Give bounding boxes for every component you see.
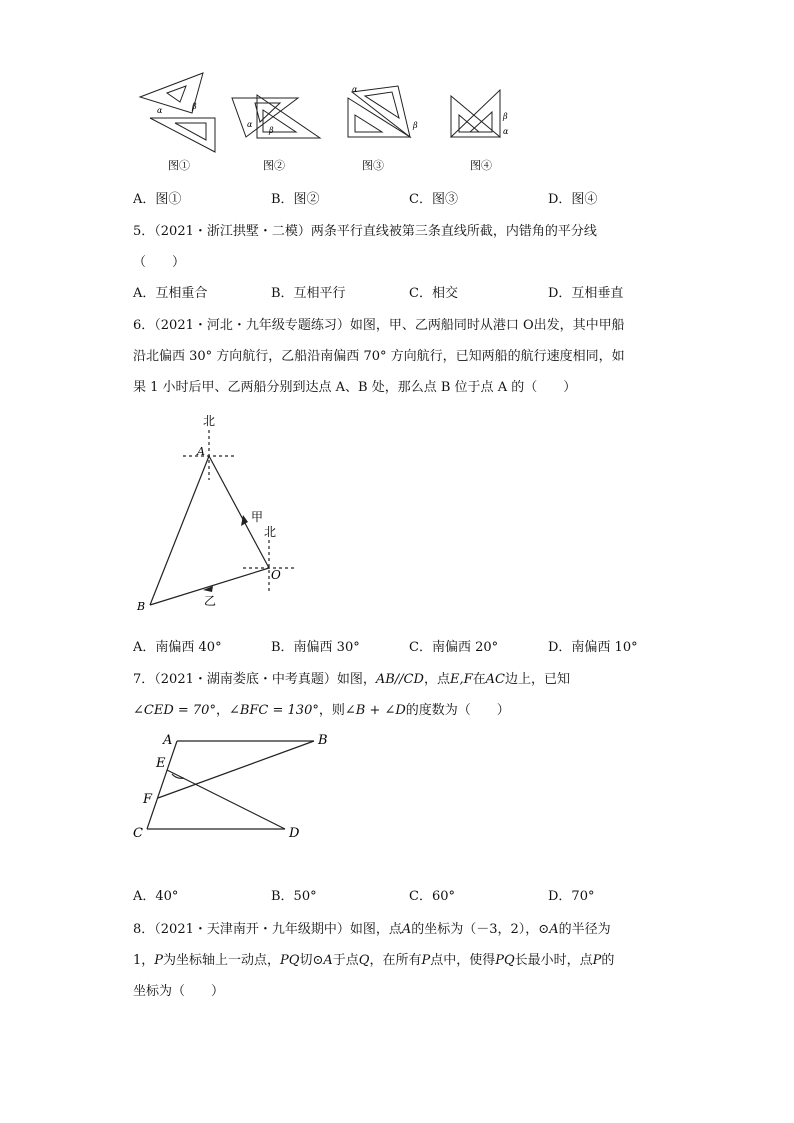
q8-l2-b: P bbox=[154, 953, 164, 968]
q7-l2-c: ∠BFC = 130° bbox=[228, 703, 319, 718]
q8-l2-d: PQ bbox=[280, 953, 300, 968]
q6-label-jia: 甲 bbox=[251, 510, 264, 524]
q8-l2-e: 切⊙ bbox=[299, 953, 324, 968]
q6-option-c[interactable]: C．南偏西 20° bbox=[409, 640, 499, 655]
q7-point-f: F bbox=[143, 792, 153, 807]
q7-option-c[interactable]: C．60° bbox=[409, 889, 455, 904]
q8-stem-line3: 坐标为（ ） bbox=[133, 984, 225, 999]
q8-stem-line1 bbox=[133, 922, 611, 938]
q8-l1-a: 8．（2021・天津南开・九年级期中）如图，点 bbox=[133, 922, 402, 937]
q8-l2-l: PQ bbox=[495, 953, 515, 968]
q6-stem-line2: 沿北偏西 30° 方向航行，乙船沿南偏西 70° 方向航行，已知两船的航行速度相同，如 bbox=[133, 349, 625, 364]
q7-l1-e: 在 bbox=[472, 672, 486, 687]
q7-point-d: D bbox=[289, 826, 300, 841]
q7-l2-e: ∠B + ∠D bbox=[344, 703, 406, 718]
q7-point-a: A bbox=[163, 733, 173, 748]
q7-l2-f: 的度数为（ ） bbox=[405, 703, 510, 718]
q4-fig1-beta: β bbox=[192, 102, 197, 111]
q4-fig2-caption: 图② bbox=[263, 159, 285, 172]
q7-l1-a: 7．（2021・湖南娄底・中考真题）如图， bbox=[133, 672, 376, 687]
q7-l1-f: AC bbox=[485, 672, 505, 687]
q7-l1-c: ，点 bbox=[423, 672, 450, 687]
q8-l2-a: 1， bbox=[133, 953, 155, 968]
q7-figure bbox=[0, 725, 794, 845]
q6-label-yi: 乙 bbox=[204, 594, 217, 608]
q7-l2-a: ∠CED = 70° bbox=[133, 703, 216, 718]
q7-stem-line1 bbox=[133, 672, 570, 688]
q5-option-a[interactable]: A．互相重合 bbox=[133, 286, 208, 301]
q6-north-top: 北 bbox=[203, 414, 216, 428]
q8-l2-c: 为坐标轴上一动点， bbox=[163, 953, 281, 968]
q8-l1-c: 的坐标为（－3，2），⊙ bbox=[411, 922, 550, 937]
q7-option-b[interactable]: B．50° bbox=[271, 889, 317, 904]
q7-point-b: B bbox=[318, 733, 328, 748]
q4-fig4-caption: 图④ bbox=[470, 159, 492, 172]
q7-l2-d: ，则 bbox=[318, 703, 345, 718]
q4-fig3-caption: 图③ bbox=[362, 159, 384, 172]
q8-l2-h: Q bbox=[358, 953, 370, 968]
q8-l2-j: P bbox=[421, 953, 431, 968]
q8-l2-m: 长最小时，点 bbox=[514, 953, 593, 968]
q4-option-b[interactable]: B．图② bbox=[271, 192, 320, 207]
q8-l2-n: P bbox=[592, 953, 602, 968]
q6-stem-line3: 果 1 小时后甲、乙两船分别到达点 A、B 处，那么点 B 位于点 A 的（ ） bbox=[133, 380, 577, 395]
q6-point-a: A bbox=[197, 445, 205, 458]
q4-figures bbox=[0, 60, 794, 240]
q4-option-d[interactable]: D．图④ bbox=[548, 192, 598, 207]
q7-stem-line2 bbox=[133, 703, 510, 719]
q8-l2-i: ，在所有 bbox=[369, 953, 422, 968]
q7-option-a[interactable]: A．40° bbox=[133, 889, 179, 904]
q5-stem-line2: （ ） bbox=[133, 255, 186, 270]
q8-l2-o: 的 bbox=[601, 953, 615, 968]
q6-stem-line1: 6．（2021・河北・九年级专题练习）如图，甲、乙两船同时从港口 O出发，其中甲船 bbox=[133, 318, 625, 333]
q4-fig1-alpha: α bbox=[157, 106, 163, 115]
q4-option-c[interactable]: C．图③ bbox=[409, 192, 458, 207]
q7-l1-b: AB//CD bbox=[375, 672, 424, 687]
q8-stem-line2 bbox=[133, 953, 614, 969]
q6-option-d[interactable]: D．南偏西 10° bbox=[548, 640, 638, 655]
q4-option-a[interactable]: A．图① bbox=[133, 192, 182, 207]
q4-figure-2 bbox=[232, 95, 320, 138]
q5-option-b[interactable]: B．互相平行 bbox=[271, 286, 346, 301]
q6-north-o: 北 bbox=[264, 525, 277, 539]
q6-option-a[interactable]: A．南偏西 40° bbox=[133, 640, 222, 655]
q7-l2-b: ， bbox=[215, 703, 229, 718]
q6-option-b[interactable]: B．南偏西 30° bbox=[271, 640, 360, 655]
q7-l1-d: E,F bbox=[449, 672, 473, 687]
q6-point-o: O bbox=[271, 568, 281, 582]
q5-option-d[interactable]: D．互相垂直 bbox=[548, 286, 624, 301]
q4-figure-4 bbox=[451, 90, 500, 137]
q7-point-e: E bbox=[156, 756, 166, 771]
q4-fig2-alpha: α bbox=[247, 120, 253, 129]
q7-point-c: C bbox=[133, 826, 143, 841]
q6-point-b: B bbox=[137, 600, 146, 613]
q8-l2-k: 点中，使得 bbox=[430, 953, 496, 968]
q7-option-d[interactable]: D．70° bbox=[548, 889, 595, 904]
q4-fig3-beta: β bbox=[413, 121, 418, 130]
q4-fig2-beta: β bbox=[269, 126, 274, 135]
q8-l2-f: A bbox=[323, 953, 333, 968]
q8-l2-g: 于点 bbox=[332, 953, 359, 968]
q8-l1-b: A bbox=[401, 922, 412, 937]
q8-l1-e: 的半径为 bbox=[558, 922, 611, 937]
q6-figure bbox=[0, 405, 794, 625]
q5-stem-line1: 5．（2021・浙江拱墅・二模）两条平行直线被第三条直线所截，内错角的平分线 bbox=[133, 224, 597, 239]
q4-figure-1 bbox=[140, 73, 215, 152]
q4-fig4-beta: β bbox=[503, 112, 508, 121]
q4-fig3-alpha: α bbox=[352, 85, 358, 94]
q5-option-c[interactable]: C．相交 bbox=[409, 286, 458, 301]
q7-l1-g: 边上，已知 bbox=[504, 672, 570, 687]
q4-fig4-alpha: α bbox=[503, 127, 509, 136]
q4-fig1-caption: 图① bbox=[168, 159, 190, 172]
q8-l1-d: A bbox=[549, 922, 559, 937]
